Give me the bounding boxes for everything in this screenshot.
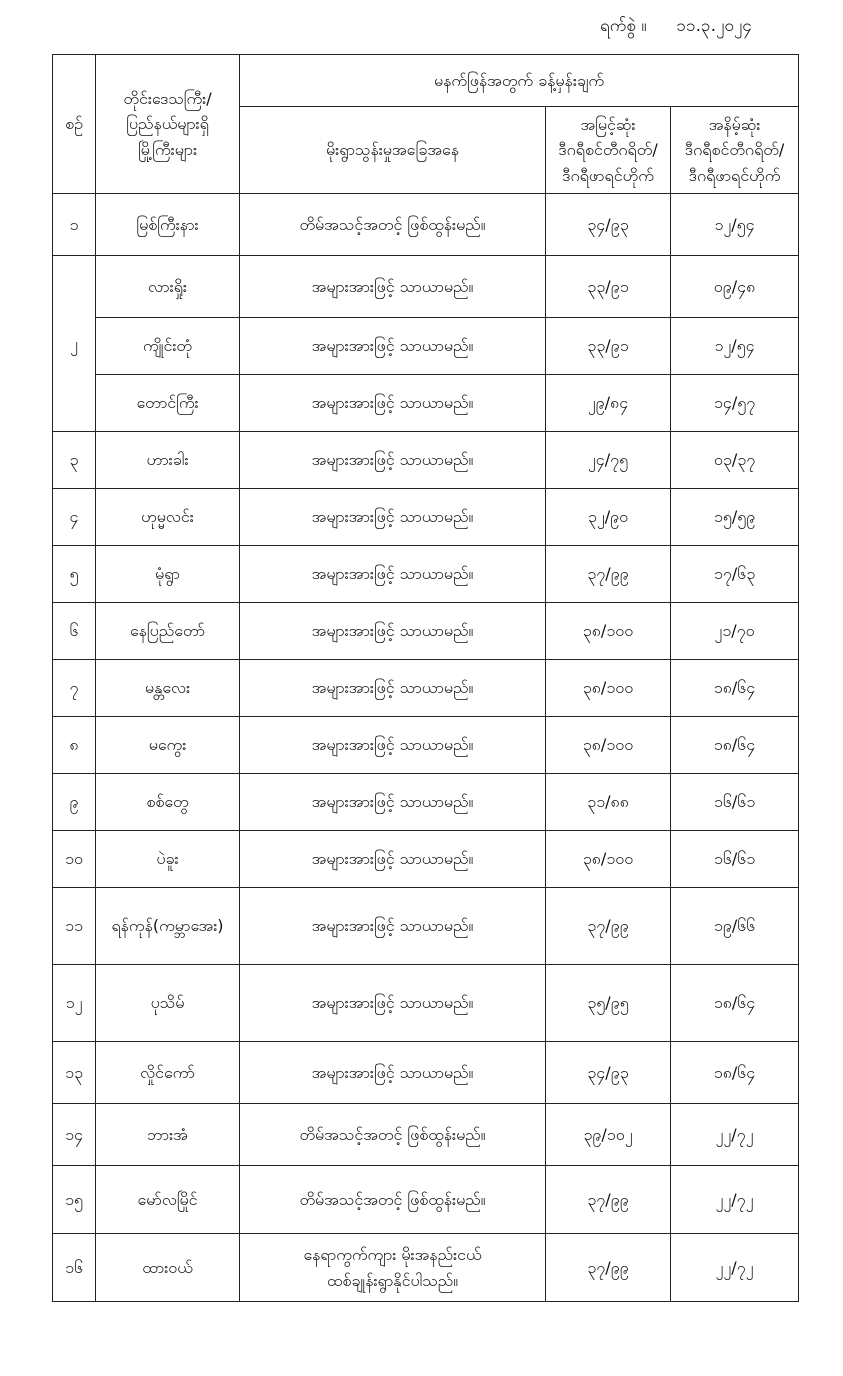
table-row	[53, 603, 799, 660]
min-temp: ၂၂/၇၂	[671, 1166, 799, 1234]
table-row	[53, 1104, 799, 1166]
city-name: လှိုင်ကော်	[96, 1042, 240, 1104]
min-temp: ၀၃/၃၇	[671, 432, 799, 489]
min-temp: ၁၅/၅၉	[671, 489, 799, 546]
table-row	[53, 546, 799, 603]
max-temp: ၃၈/၁၀၀	[546, 603, 671, 660]
date-value: ၁၁.၃.၂၀၂၄	[676, 15, 752, 36]
city-name: စစ်တွေ	[96, 774, 240, 831]
forecast-table	[52, 54, 799, 1302]
rain-condition	[240, 194, 546, 256]
table-row	[53, 1234, 799, 1302]
rain-condition-line: အများအားဖြင့် သာယာမည်။	[311, 450, 474, 470]
rain-condition-line: အများအားဖြင့် သာယာမည်။	[311, 993, 474, 1013]
max-temp: ၃၂/၉၀	[546, 489, 671, 546]
max-temp: ၃၄/၉၃	[546, 1042, 671, 1104]
min-temp: ၂၁/၇၀	[671, 603, 799, 660]
header-max	[546, 107, 671, 194]
min-temp: ၁၈/၆၄	[671, 1042, 799, 1104]
min-temp: ၁၂/၅၄	[671, 194, 799, 256]
city-name: မော်လမြိုင်	[96, 1166, 240, 1234]
city-name: ပဲခူး	[96, 831, 240, 888]
rain-condition-line: နေရာကွက်ကျား မိုးအနည်းငယ်	[303, 1244, 482, 1264]
row-number: ၁၂	[53, 965, 96, 1042]
table-row	[53, 256, 799, 318]
rain-condition	[240, 1104, 546, 1166]
city-name: ရန်ကုန်(ကမ္ဘာအေး)	[96, 888, 240, 965]
rain-condition-line: တိမ်အသင့်အတင့် ဖြစ်ထွန်းမည်။	[299, 214, 486, 234]
table-row	[53, 318, 799, 375]
rain-condition-line: တိမ်အသင့်အတင့် ဖြစ်ထွန်းမည်။	[299, 1189, 486, 1209]
max-temp: ၃၃/၉၁	[546, 256, 671, 318]
max-temp: ၃၄/၉၃	[546, 194, 671, 256]
rain-condition	[240, 603, 546, 660]
city-name: မုံရွာ	[96, 546, 240, 603]
row-number: ၆	[53, 603, 96, 660]
rain-condition	[240, 432, 546, 489]
rain-condition	[240, 831, 546, 888]
rain-condition	[240, 546, 546, 603]
min-temp: ၁၄/၅၇	[671, 375, 799, 432]
city-name: ဘားအံ	[96, 1104, 240, 1166]
city-name: ထားဝယ်	[96, 1234, 240, 1302]
row-number: ၉	[53, 774, 96, 831]
rain-condition	[240, 318, 546, 375]
table-row	[53, 194, 799, 256]
table-row	[53, 432, 799, 489]
table-row	[53, 717, 799, 774]
row-number: ၁၁	[53, 888, 96, 965]
rain-condition	[240, 888, 546, 965]
date-line	[600, 12, 800, 42]
max-temp: ၂၉/၈၄	[546, 375, 671, 432]
table-row	[53, 888, 799, 965]
rain-condition-line: အများအားဖြင့် သာယာမည်။	[311, 336, 474, 356]
city-name: လားရှိုး	[96, 256, 240, 318]
header-max-line: ဒီဂရီဖာရင်ဟိုက်	[562, 165, 654, 185]
row-number: ၁၃	[53, 1042, 96, 1104]
rain-condition	[240, 965, 546, 1042]
max-temp: ၃၈/၁၀၀	[546, 660, 671, 717]
city-name: ဟုမ္မလင်း	[96, 489, 240, 546]
rain-condition	[240, 660, 546, 717]
rain-condition	[240, 717, 546, 774]
header-forecast-group: မနက်ဖြန်အတွက် ခန့်မှန်းချက်	[240, 55, 799, 107]
header-no: စဉ်	[53, 55, 96, 194]
city-name: နေပြည်တော်	[96, 603, 240, 660]
header-min-line: ဒီဂရီဖာရင်ဟိုက်	[688, 165, 781, 185]
min-temp: ၁၈/၆၄	[671, 965, 799, 1042]
max-temp: ၃၈/၁၀၀	[546, 831, 671, 888]
max-temp: ၃၇/၉၉	[546, 1166, 671, 1234]
min-temp: ၁၈/၆၄	[671, 660, 799, 717]
rain-condition	[240, 375, 546, 432]
row-number: ၃	[53, 432, 96, 489]
table-row	[53, 1042, 799, 1104]
rain-condition-line: အများအားဖြင့် သာယာမည်။	[311, 564, 474, 584]
row-number: ၁၅	[53, 1166, 96, 1234]
header-min	[671, 107, 799, 194]
header-region-line: ပြည်နယ်များရှိ	[126, 114, 209, 134]
rain-condition	[240, 256, 546, 318]
header-row-top	[53, 55, 799, 107]
max-temp: ၃၁/၈၈	[546, 774, 671, 831]
min-temp: ၂၂/၇၂	[671, 1104, 799, 1166]
min-temp: ၂၂/၇၂	[671, 1234, 799, 1302]
max-temp: ၃၇/၉၉	[546, 1234, 671, 1302]
header-region-line: မြို့ကြီးများ	[137, 139, 197, 159]
max-temp: ၃၃/၉၁	[546, 318, 671, 375]
min-temp: ၁၈/၆၄	[671, 717, 799, 774]
max-temp: ၃၈/၁၀၀	[546, 717, 671, 774]
row-number: ၈	[53, 717, 96, 774]
rain-condition	[240, 774, 546, 831]
table-row	[53, 831, 799, 888]
rain-condition	[240, 489, 546, 546]
rain-condition-line: အများအားဖြင့် သာယာမည်။	[311, 1062, 474, 1082]
table-row	[53, 774, 799, 831]
rain-condition-line: အများအားဖြင့် သာယာမည်။	[311, 276, 474, 296]
max-temp: ၃၉/၁၀၂	[546, 1104, 671, 1166]
header-region	[96, 55, 240, 194]
table-row	[53, 375, 799, 432]
header-min-line: ဒီဂရီစင်တီဂရိတ်/	[684, 140, 785, 160]
rain-condition	[240, 1234, 546, 1302]
city-name: ဟားခါး	[96, 432, 240, 489]
table-row	[53, 965, 799, 1042]
max-temp: ၃၅/၉၅	[546, 965, 671, 1042]
row-number: ၇	[53, 660, 96, 717]
row-number: ၁၄	[53, 1104, 96, 1166]
rain-condition-line: တိမ်အသင့်အတင့် ဖြစ်ထွန်းမည်။	[299, 1124, 486, 1144]
city-name: ပုသိမ်	[96, 965, 240, 1042]
rain-condition-line: အများအားဖြင့် သာယာမည်။	[311, 678, 474, 698]
row-number: ၂	[53, 256, 96, 432]
forecast-table-body	[53, 55, 799, 1302]
max-temp: ၃၇/၉၉	[546, 546, 671, 603]
date-label: ရက်စွဲ ။	[600, 15, 647, 36]
table-row	[53, 1166, 799, 1234]
header-region-line: တိုင်းဒေသကြီး/	[123, 88, 212, 108]
city-name: မကွေး	[96, 717, 240, 774]
min-temp: ၁၆/၆၁	[671, 774, 799, 831]
max-temp: ၃၇/၉၉	[546, 888, 671, 965]
min-temp: ၁၇/၆၃	[671, 546, 799, 603]
min-temp: ၁၆/၆၁	[671, 831, 799, 888]
row-number: ၁	[53, 194, 96, 256]
rain-condition-line: ထစ်ချုန်းရွာနိုင်ပါသည်။	[326, 1270, 459, 1290]
rain-condition-line: အများအားဖြင့် သာယာမည်။	[311, 849, 474, 869]
city-name: မြစ်ကြီးနား	[96, 194, 240, 256]
header-max-line: အမြင့်ဆုံး	[580, 114, 636, 134]
rain-condition-line: အများအားဖြင့် သာယာမည်။	[311, 792, 474, 812]
rain-condition-line: အများအားဖြင့် သာယာမည်။	[311, 507, 474, 527]
header-max-line: ဒီဂရီစင်တီဂရိတ်/	[558, 140, 658, 160]
table-row	[53, 660, 799, 717]
city-name: တောင်ကြီး	[96, 375, 240, 432]
row-number: ၁၆	[53, 1234, 96, 1302]
max-temp: ၂၄/၇၅	[546, 432, 671, 489]
city-name: မန္တလေး	[96, 660, 240, 717]
header-min-line: အနိမ့်ဆုံး	[708, 114, 761, 134]
row-number: ၄	[53, 489, 96, 546]
rain-condition-line: အများအားဖြင့် သာယာမည်။	[311, 916, 474, 936]
table-row	[53, 489, 799, 546]
rain-condition-line: အများအားဖြင့် သာယာမည်။	[311, 621, 474, 641]
rain-condition	[240, 1042, 546, 1104]
rain-condition	[240, 1166, 546, 1234]
row-number: ၅	[53, 546, 96, 603]
min-temp: ၁၂/၅၄	[671, 318, 799, 375]
min-temp: ၀၉/၄၈	[671, 256, 799, 318]
header-condition: မိုးရွာသွန်းမှုအခြေအနေ	[240, 107, 546, 194]
min-temp: ၁၉/၆၆	[671, 888, 799, 965]
row-number: ၁၀	[53, 831, 96, 888]
rain-condition-line: အများအားဖြင့် သာယာမည်။	[311, 735, 474, 755]
rain-condition-line: အများအားဖြင့် သာယာမည်။	[311, 393, 474, 413]
city-name: ကျိုင်းတုံ	[96, 318, 240, 375]
